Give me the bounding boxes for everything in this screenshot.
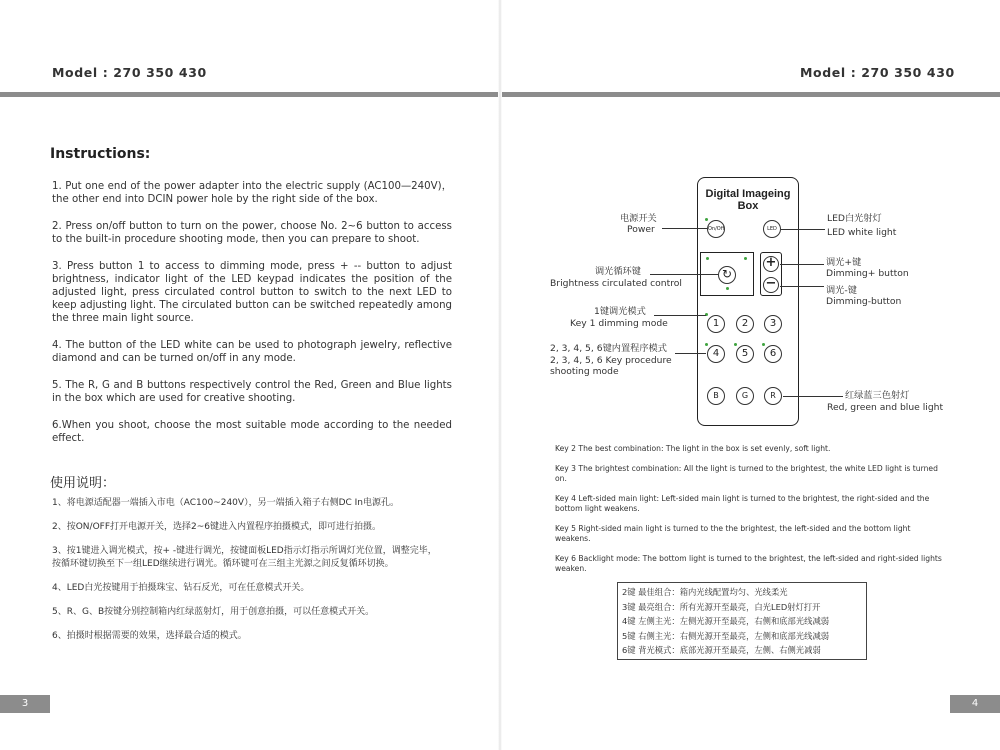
cn-key-mode-row: 4键 左侧主光：左侧光源开至最亮，右侧和底部光线减弱 xyxy=(622,616,830,626)
led-label-en: LED white light xyxy=(827,227,897,238)
cn-instruction-item: 1、将电源适配器一端插入市电（AC100~240V），另一端插入箱子右侧DC In电源孔。 xyxy=(52,498,399,508)
indicator-dot xyxy=(734,343,737,346)
rgb-label-en: Red, green and blue light xyxy=(827,402,944,413)
cn-instruction-item: 4、LED白光按键用于拍摄珠宝、钻石反光，可在任意模式开关。 xyxy=(52,583,310,593)
key-5-button[interactable]: 5 xyxy=(736,345,754,363)
plus-label-cn: 调光+键 xyxy=(826,257,862,268)
key-note: Key 2 The best combination: The light in the box is set evenly, soft light. xyxy=(555,444,831,453)
cn-key-mode-row: 5键 右侧主光：右侧光源开至最亮，左侧和底部光线减弱 xyxy=(622,630,830,641)
header-rule-left xyxy=(0,92,498,97)
keys-label-en-1: 2, 3, 4, 5, 6 Key procedure xyxy=(550,355,672,366)
instruction-item: 4. The button of the LED white can be used to photograph jewelry, reflective diamond and can be turned on/off in any mode. xyxy=(52,340,452,364)
cn-key-mode-row: 2键 最佳组合：箱内光线配置均匀、光线柔光 xyxy=(622,587,788,597)
plus-leader xyxy=(780,264,824,265)
green-light-button[interactable]: G xyxy=(736,387,754,405)
cycle-label-cn: 调光循环键 xyxy=(595,266,641,277)
led-button[interactable]: LED xyxy=(763,220,781,238)
rgb-label-cn: 红绿蓝三色射灯 xyxy=(845,390,910,401)
cycle-label-en: Brightness circulated control xyxy=(550,278,682,289)
instruction-item: 5. The R, G and B buttons respectively control the Red, Green and Blue lights in the box which are used for creative shooting. xyxy=(52,380,452,404)
key-2-button[interactable]: 2 xyxy=(736,315,754,333)
led-label-cn: LED白光射灯 xyxy=(827,213,882,224)
page-number-left: 3 xyxy=(0,695,50,713)
indicator-dot xyxy=(744,257,747,260)
instruction-item: 6.When you shoot, choose the most suitable mode according to the needed effect. xyxy=(52,420,452,444)
rgb-leader xyxy=(783,396,843,397)
red-light-button[interactable]: R xyxy=(764,387,782,405)
page-number-right: 4 xyxy=(950,695,1000,713)
cn-instruction-item: 2、按ON/OFF打开电源开关，选择2~6键进入内置程序拍摄模式，即可进行拍摄。 xyxy=(52,522,382,532)
cn-key-mode-row: 6键 背光模式：底部光源开至最亮，左侧、右侧光减弱 xyxy=(622,645,821,655)
indicator-dot xyxy=(705,343,708,346)
onoff-button[interactable]: On/Off xyxy=(707,220,725,238)
dimming-minus-button[interactable]: − xyxy=(763,277,779,293)
key-1-button[interactable]: 1 xyxy=(707,315,725,333)
instruction-item: 3. Press button 1 to access to dimming mode, press + -- button to adjust brightness, indicator light of the LED keypad indicates the position of the adjusted light, press circulated control button to switch to the next LED to keep adjusting light. The circulated button can be switched repeatedly among the three main light source. xyxy=(52,261,452,324)
instructions-title: Instructions: xyxy=(50,146,151,162)
instructions-list xyxy=(52,180,452,459)
cycle-icon[interactable]: ↻ xyxy=(718,266,736,284)
key-note: Key 3 The brightest combination: All the light is turned to the brightest, the white LED light is turned on. xyxy=(555,464,938,483)
key-note: Key 4 Left-sided main light: Left-sided main light is turned to the brightest, the right-sided and the bottom light weakens. xyxy=(555,494,930,513)
model-header-right: Model : 270 350 430 xyxy=(800,65,955,80)
key-3-button[interactable]: 3 xyxy=(764,315,782,333)
header-rule-right xyxy=(502,92,1000,97)
minus-label-en: Dimming-button xyxy=(826,296,902,307)
key1-leader xyxy=(654,315,706,316)
keys-label-cn: 2, 3, 4, 5, 6键内置程序模式 xyxy=(550,343,667,354)
cn-instructions-title: 使用说明： xyxy=(50,476,116,491)
indicator-dot xyxy=(706,257,709,260)
power-label-en: Power xyxy=(627,224,655,235)
indicator-dot xyxy=(705,218,708,221)
power-leader xyxy=(662,228,707,229)
cn-instruction-item: 5、R、G、B按键分别控制箱内红绿蓝射灯，用于创意拍摄，可以任意模式开关。 xyxy=(52,607,375,617)
cn-key-mode-row: 3键 最亮组合：所有光源开至最亮，白光LED射灯打开 xyxy=(622,601,821,612)
dimming-plus-button[interactable]: + xyxy=(763,256,779,272)
remote-title: Digital Imageing Box xyxy=(705,188,791,212)
power-label-cn: 电源开关 xyxy=(620,213,657,224)
minus-leader xyxy=(780,286,824,287)
key-mode-notes xyxy=(555,444,945,584)
key1-label-en: Key 1 dimming mode xyxy=(570,318,668,329)
indicator-dot xyxy=(726,287,729,290)
page-fold xyxy=(498,0,502,750)
indicator-dot xyxy=(762,343,765,346)
cycle-leader xyxy=(650,274,718,275)
led-leader xyxy=(781,229,825,230)
cn-key-mode-table xyxy=(617,582,867,660)
instruction-item: 1. Put one end of the power adapter into the electric supply (AC100—240V)，the other end into DCIN power hole by the right side of the box. xyxy=(52,181,452,205)
keys-label-en-2: shooting mode xyxy=(550,366,619,377)
blue-light-button[interactable]: B xyxy=(707,387,725,405)
cn-instructions-list xyxy=(52,497,472,654)
plus-label-en: Dimming+ button xyxy=(826,268,909,279)
instruction-item: 2. Press on/off button to turn on the power, choose No. 2~6 button to access to the built-in procedure shooting mode, then you can prepare to shoot. xyxy=(52,221,452,245)
key1-label-cn: 1键调光模式 xyxy=(594,306,646,317)
minus-label-cn: 调光-键 xyxy=(826,285,857,296)
model-header-left: Model : 270 350 430 xyxy=(52,65,207,80)
keys-leader xyxy=(675,353,706,354)
cn-instruction-item: 6、拍摄时根据需要的效果，选择最合适的模式。 xyxy=(52,631,247,641)
key-4-button[interactable]: 4 xyxy=(707,345,725,363)
key-note: Key 5 Right-sided main light is turned to the the brightest, the left-sided and the bottom light weakens. xyxy=(555,524,911,543)
key-6-button[interactable]: 6 xyxy=(764,345,782,363)
key-note: Key 6 Backlight mode: The bottom light is turned to the brightest, the left-sided and right-sided lights weaken. xyxy=(555,554,942,573)
cn-instruction-item: 3、按1键进入调光模式，按+ -键进行调光，按键面板LED指示灯指示所调灯光位置，调整完毕， 按循环键切换至下一组LED继续进行调光。循环键可在三组主光源之间反复循环切换。 xyxy=(52,546,437,569)
